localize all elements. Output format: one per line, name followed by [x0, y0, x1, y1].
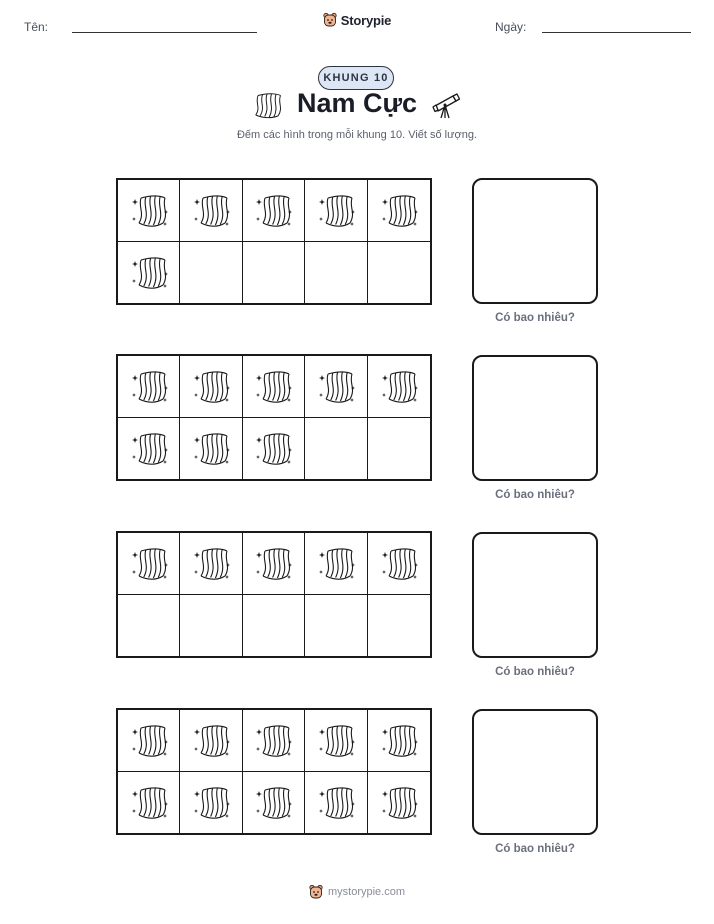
aurora-icon	[379, 366, 419, 406]
ten-frame-cell	[305, 772, 367, 834]
ten-frame-badge: KHUNG 10	[318, 66, 394, 90]
ten-frame-cell	[180, 772, 242, 834]
aurora-icon	[379, 782, 419, 822]
answer-box-3[interactable]	[472, 532, 598, 658]
ten-frame-3	[116, 531, 432, 658]
ten-frame-cell	[305, 242, 367, 304]
aurora-icon	[191, 543, 231, 583]
aurora-icon	[129, 782, 169, 822]
ten-frame-cell	[180, 533, 242, 595]
ten-frame-cell	[368, 180, 430, 242]
ten-frame-cell	[180, 180, 242, 242]
page-title: Nam Cực	[296, 88, 418, 118]
ten-frame-1	[116, 178, 432, 305]
ten-frame-cell	[118, 710, 180, 772]
question-label-1: Có bao nhiêu?	[495, 312, 575, 324]
aurora-icon	[316, 543, 356, 583]
telescope-icon	[431, 90, 461, 125]
aurora-icon	[129, 252, 169, 292]
name-line[interactable]	[72, 32, 257, 33]
ten-frame-cell	[368, 418, 430, 480]
ten-frame-cell	[368, 595, 430, 657]
ten-frame-cell	[305, 180, 367, 242]
ten-frame-2	[116, 354, 432, 481]
ten-frame-cell	[180, 242, 242, 304]
ten-frame-cell	[305, 418, 367, 480]
aurora-icon	[316, 366, 356, 406]
name-label: Tên:	[24, 20, 49, 34]
ten-frame-cell	[368, 533, 430, 595]
footer	[0, 884, 714, 900]
ten-frame-cell	[180, 418, 242, 480]
aurora-icon	[253, 366, 293, 406]
aurora-icon	[129, 366, 169, 406]
footer-url[interactable]: mystorypie.com	[327, 886, 406, 898]
brand-logo	[0, 12, 714, 28]
date-label: Ngày:	[495, 20, 527, 34]
aurora-icon	[253, 543, 293, 583]
ten-frame-cell	[368, 242, 430, 304]
ten-frame-cell	[305, 533, 367, 595]
ten-frame-cell	[118, 595, 180, 657]
ten-frame-cell	[243, 418, 305, 480]
aurora-icon	[129, 543, 169, 583]
aurora-icon	[129, 428, 169, 468]
ten-frame-cell	[368, 356, 430, 418]
question-label-3: Có bao nhiêu?	[495, 666, 575, 678]
aurora-icon	[379, 543, 419, 583]
ten-frame-cell	[243, 533, 305, 595]
ten-frame-cell	[118, 418, 180, 480]
answer-box-1[interactable]	[472, 178, 598, 304]
ten-frame-cell	[305, 356, 367, 418]
aurora-icon	[253, 190, 293, 230]
aurora-icon	[129, 190, 169, 230]
instructions: Đếm các hình trong mỗi khung 10. Viết số lượng.	[236, 129, 477, 141]
ten-frame-cell	[243, 180, 305, 242]
aurora-icon	[191, 782, 231, 822]
aurora-icon	[253, 428, 293, 468]
aurora-icon	[379, 720, 419, 760]
ten-frame-cell	[180, 595, 242, 657]
ten-frame-cell	[243, 772, 305, 834]
ten-frame-4	[116, 708, 432, 835]
ten-frame-cell	[305, 710, 367, 772]
question-label-4: Có bao nhiêu?	[495, 843, 575, 855]
brand-name: Storypie	[340, 12, 392, 28]
aurora-icon	[191, 190, 231, 230]
ten-frame-cell	[118, 772, 180, 834]
aurora-icon	[316, 720, 356, 760]
aurora-icon	[379, 190, 419, 230]
answer-box-2[interactable]	[472, 355, 598, 481]
ten-frame-cell	[118, 533, 180, 595]
storypie-mascot-icon	[309, 884, 323, 900]
aurora-icon	[191, 428, 231, 468]
storypie-mascot-icon	[323, 12, 337, 28]
ten-frame-cell	[243, 356, 305, 418]
ten-frame-cell	[243, 242, 305, 304]
ten-frame-cell	[118, 180, 180, 242]
ten-frame-cell	[368, 710, 430, 772]
aurora-icon	[316, 190, 356, 230]
ten-frame-cell	[180, 710, 242, 772]
aurora-icon	[191, 366, 231, 406]
aurora-icon	[316, 782, 356, 822]
aurora-icon	[191, 720, 231, 760]
date-line[interactable]	[542, 32, 691, 33]
ten-frame-cell	[243, 710, 305, 772]
ten-frame-cell	[118, 356, 180, 418]
answer-box-4[interactable]	[472, 709, 598, 835]
ten-frame-cell	[243, 595, 305, 657]
aurora-icon	[253, 720, 293, 760]
question-label-2: Có bao nhiêu?	[495, 489, 575, 501]
ten-frame-cell	[305, 595, 367, 657]
ten-frame-cell	[118, 242, 180, 304]
ten-frame-cell	[180, 356, 242, 418]
aurora-icon	[253, 782, 293, 822]
aurora-icon	[129, 720, 169, 760]
ten-frame-cell	[368, 772, 430, 834]
